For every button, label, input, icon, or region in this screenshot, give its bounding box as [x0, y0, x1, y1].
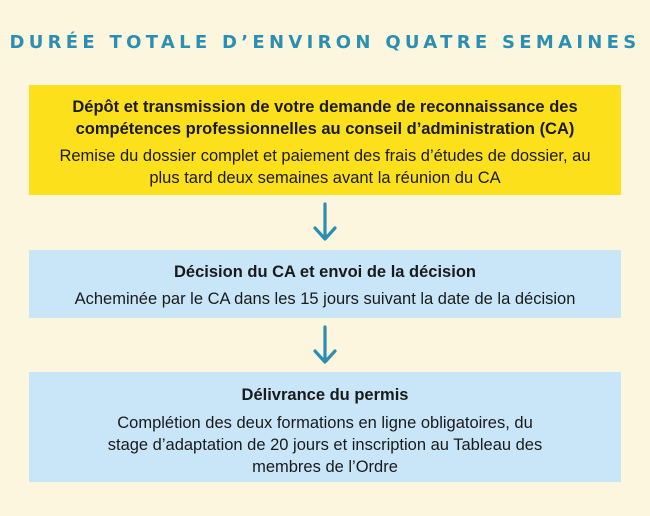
diagram-title: DURÉE TOTALE D’ENVIRON QUATRE SEMAINES [9, 32, 641, 53]
step-box-decision [29, 250, 621, 318]
step-heading: Délivrance du permis [241, 386, 409, 404]
step-heading: Décision du CA et envoi de la décision [174, 263, 476, 281]
step-description: Acheminée par le CA dans les 15 jours suivant la date de la décision [74, 290, 576, 308]
arrow-down-icon [310, 325, 340, 365]
arrow-down-icon [310, 202, 340, 242]
step-description: Complétion des deux formations en ligne obligatoires, du stage d’adaptation de 20 jours et inscription au Tableau des membres de l’Ordre [107, 414, 543, 476]
step-box-submission [29, 85, 621, 195]
step-box-permit [29, 372, 621, 482]
step-heading: Dépôt et transmission de votre demande de reconnaissance des compétences professionnelles au conseil d’administration (CA) [72, 98, 578, 138]
step-description: Remise du dossier complet et paiement des frais d’études de dossier, au plus tard deux semaines avant la réunion du CA [59, 147, 591, 187]
